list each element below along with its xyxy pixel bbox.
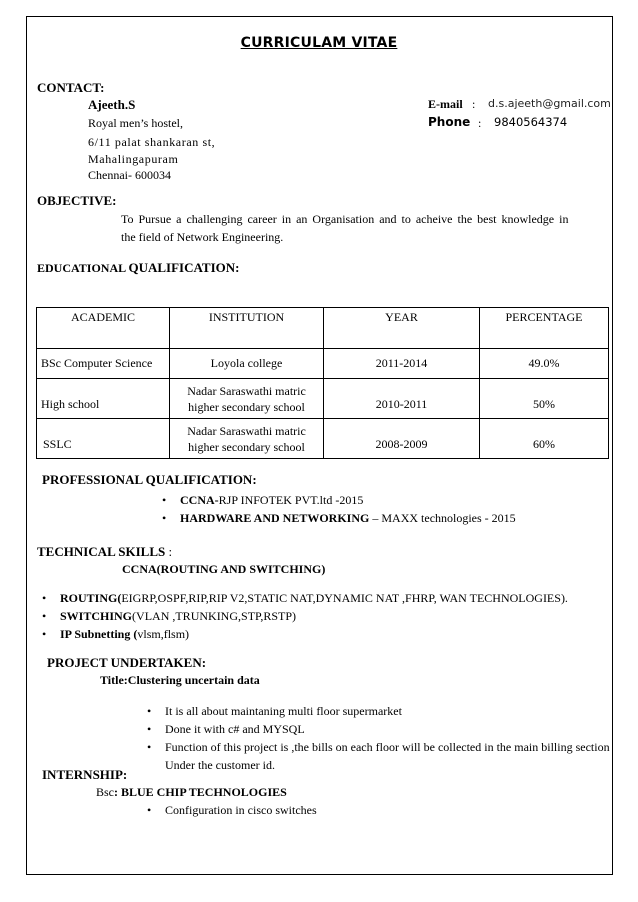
list-item-continuation	[147, 756, 610, 774]
table-row	[37, 349, 609, 379]
technical-heading-line	[37, 544, 172, 560]
cell-percentage: 60%	[480, 419, 609, 459]
contact-name: Ajeeth.S	[88, 97, 136, 112]
institution-line-2: higher secondary school	[188, 399, 305, 414]
header-academic: ACADEMIC	[37, 308, 170, 349]
phone-value: 9840564374	[494, 115, 568, 129]
professional-heading: PROFESSIONAL QUALIFICATION:	[42, 472, 257, 487]
technical-colon: :	[168, 544, 173, 559]
item-text: Done it with c# and MYSQL	[165, 722, 305, 736]
internship-line	[96, 785, 287, 800]
address-line-3: Mahalingapuram	[88, 152, 179, 166]
list-item	[162, 509, 516, 527]
bullet-icon: •	[42, 591, 47, 605]
project-title: Title:Clustering uncertain data	[100, 673, 260, 687]
internship-company: : BLUE CHIP TECHNOLOGIES	[114, 785, 287, 799]
objective-line-2: the field of Network Engineering.	[121, 230, 284, 244]
bullet-icon: •	[42, 609, 47, 623]
bullet-icon: •	[162, 511, 167, 525]
item-bold: CCNA-	[180, 493, 219, 507]
table-row	[37, 419, 609, 459]
education-table	[36, 307, 609, 459]
table-row	[37, 379, 609, 419]
header-percentage: PERCENTAGE	[480, 308, 609, 349]
item-bold: ROUTING(	[60, 591, 122, 605]
cell-percentage: 50%	[480, 379, 609, 419]
list-item	[42, 607, 568, 625]
cell-academic: SSLC	[37, 419, 170, 459]
bullet-icon: •	[147, 803, 152, 817]
item-bold: HARDWARE AND NETWORKING	[180, 511, 370, 525]
cell-percentage: 49.0%	[480, 349, 609, 379]
education-heading	[37, 260, 239, 276]
internship-label: Bsc	[96, 785, 114, 799]
item-text: EIGRP,OSPF,RIP,RIP V2,STATIC NAT,DYNAMIC NAT ,FHRP, WAN TECHNOLOGIES).	[121, 591, 568, 605]
item-text: RJP INFOTEK PVT.ltd -2015	[218, 493, 364, 507]
phone-separator: :	[478, 116, 482, 130]
objective-heading: OBJECTIVE:	[37, 193, 117, 208]
cell-year: 2010-2011	[324, 379, 480, 419]
table-header-row	[37, 308, 609, 349]
education-heading-b: QUALIFICATION:	[128, 260, 240, 275]
bullet-icon: •	[147, 722, 152, 736]
list-item	[162, 491, 516, 509]
header-year: YEAR	[324, 308, 480, 349]
document-title: CURRICULAM VITAE	[240, 35, 398, 51]
email-value[interactable]: d.s.ajeeth@gmail.com	[488, 97, 611, 110]
cell-academic: High school	[37, 379, 170, 419]
professional-list	[162, 491, 516, 527]
cell-institution	[170, 349, 324, 379]
list-item	[147, 702, 610, 720]
address-line-4: Chennai- 600034	[88, 168, 171, 182]
email-separator: :	[472, 97, 476, 111]
internship-heading: INTERNSHIP:	[42, 767, 128, 782]
bullet-icon: •	[147, 740, 152, 754]
bullet-icon: •	[162, 493, 167, 507]
phone-label: Phone	[428, 115, 471, 129]
technical-heading: TECHNICAL SKILLS	[37, 544, 166, 559]
institution-line-2: higher secondary school	[188, 439, 305, 454]
cell-institution	[170, 419, 324, 459]
bullet-icon: •	[42, 627, 47, 641]
item-text: Function of this project is ,the bills on each floor will be collected in the main billing section	[165, 740, 610, 754]
email-label: E-mail	[428, 97, 463, 111]
cell-academic: BSc Computer Science	[37, 349, 170, 379]
institution-line-1: Loyola college	[210, 356, 283, 370]
project-list	[147, 702, 610, 774]
cell-year: 2011-2014	[324, 349, 480, 379]
list-item	[42, 625, 568, 643]
technical-subheading: CCNA(ROUTING AND SWITCHING)	[122, 562, 326, 576]
list-item	[147, 801, 317, 819]
item-text: Configuration in cisco switches	[165, 803, 317, 817]
bullet-icon: •	[147, 704, 152, 718]
item-text: vlsm,flsm)	[137, 627, 190, 641]
list-item	[42, 589, 568, 607]
list-item	[147, 738, 610, 756]
institution-line-1: Nadar Saraswathi matric	[187, 383, 306, 398]
item-text: (VLAN ,TRUNKING,STP,RSTP)	[132, 609, 297, 623]
list-item	[147, 720, 610, 738]
education-heading-a: EDUCATIONAL	[37, 261, 126, 275]
header-institution: INSTITUTION	[170, 308, 324, 349]
contact-heading: CONTACT:	[37, 80, 105, 95]
project-heading: PROJECT UNDERTAKEN:	[47, 655, 207, 670]
cell-institution	[170, 379, 324, 419]
item-bold: SWITCHING	[60, 609, 133, 623]
address-line-2: 6/11 palat shankaran st,	[88, 135, 216, 149]
item-bold: IP Subnetting (	[60, 627, 138, 641]
address-line-1: Royal men’s hostel,	[88, 116, 183, 130]
cell-year: 2008-2009	[324, 419, 480, 459]
institution-line-1: Nadar Saraswathi matric	[187, 423, 306, 438]
item-text: It is all about maintaning multi floor supermarket	[165, 704, 402, 718]
item-text: Under the customer id.	[165, 758, 275, 772]
item-text: – MAXX technologies - 2015	[369, 511, 516, 525]
objective-line-1: To Pursue a challenging career in an Organisation and to acheive the best knowledge in	[121, 212, 569, 226]
internship-list	[147, 801, 317, 819]
technical-list	[42, 589, 568, 643]
